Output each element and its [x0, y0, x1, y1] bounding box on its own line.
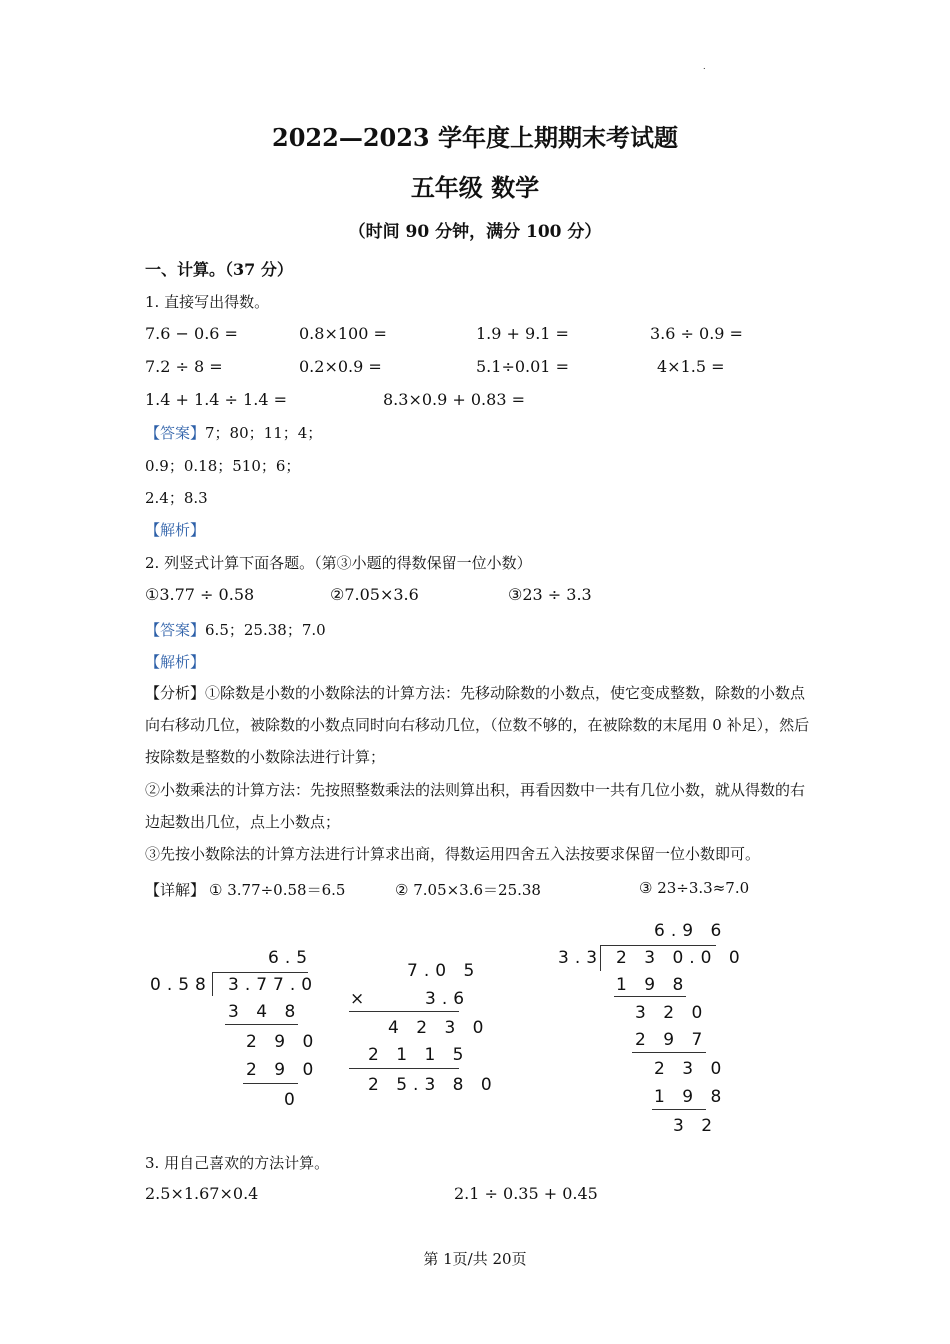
- q3-item: 2.1 ÷ 0.35 + 0.45: [454, 1184, 598, 1203]
- step-line: [652, 1109, 706, 1110]
- corner-dot: .: [703, 62, 706, 71]
- multiplier: 3.6: [425, 989, 471, 1009]
- q2-item: ①3.77 ÷ 0.58: [145, 585, 255, 604]
- q2-item: ②7.05×3.6: [330, 585, 419, 604]
- q1-expr: 7.6 − 0.6 =: [145, 324, 238, 343]
- q2-answer: [145, 619, 326, 640]
- partial-product: 2 1 1 5: [368, 1045, 470, 1065]
- q1-expr: 5.1÷0.01 =: [476, 357, 569, 376]
- answer-text: 7；80；11；4；: [205, 424, 323, 442]
- step: 3 2: [673, 1116, 719, 1136]
- step: 2 9 0: [246, 1032, 320, 1052]
- product-line: [349, 1011, 459, 1012]
- step: 3 4 8: [228, 1002, 302, 1022]
- partial-product: 4 2 3 0: [388, 1018, 490, 1038]
- quotient: 6.5: [268, 948, 314, 968]
- analysis-paragraph-1: 【分析】①除数是小数的小数除法的计算方法：先移动除数的小数点，使它变成整数，除数的小数点向右移动几位，被除数的小数点同时向右移动几位，（位数不够的，在被除数的末尾用 0 补足），然后按除数是整数的小数除法进行计算；: [145, 684, 810, 766]
- q1-answer: [145, 422, 322, 443]
- step: 0: [284, 1090, 301, 1110]
- step: 1 9 8: [616, 975, 690, 995]
- product-line: [349, 1068, 459, 1069]
- q2-item: ③23 ÷ 3.3: [508, 585, 592, 604]
- q1-expr: 8.3×0.9 + 0.83 =: [383, 390, 525, 409]
- q2-prompt: 2. 列竖式计算下面各题。（第③小题的得数保留一位小数）: [145, 554, 532, 572]
- step: 2 9 0: [246, 1060, 320, 1080]
- page-subtitle: 五年级 数学: [410, 173, 540, 202]
- page-title: 2022—2023 学年度上期期末考试题: [272, 123, 678, 152]
- multiplicand: 7.0 5: [407, 961, 481, 981]
- divisor: 0.58: [150, 975, 212, 995]
- answer-label: 【答案】: [145, 424, 206, 442]
- q1-prompt: 1. 直接写出得数。: [145, 293, 270, 311]
- dividend: 3.77.0: [228, 975, 319, 995]
- q1-expr: 7.2 ÷ 8 =: [145, 357, 223, 376]
- division-bracket: [212, 972, 213, 996]
- step-line: [614, 996, 686, 997]
- q1-expr: 0.8×100 =: [299, 324, 387, 343]
- q1-expr: 4×1.5 =: [657, 357, 725, 376]
- section-heading: 一、计算。（37 分）: [145, 260, 293, 279]
- step: 3 2 0: [635, 1003, 709, 1023]
- q1-expr: 0.2×0.9 =: [299, 357, 382, 376]
- q1-expr: 1.9 + 9.1 =: [476, 324, 569, 343]
- answer-text: 6.5；25.38；7.0: [205, 621, 326, 639]
- q1-analysis-label: 【解析】: [145, 521, 206, 539]
- divisor: 3.3: [558, 948, 604, 968]
- q1-expr: 1.4 + 1.4 ÷ 1.4 =: [145, 390, 287, 409]
- division-bar: [212, 972, 308, 973]
- q2-analysis-label: 【解析】: [145, 653, 206, 671]
- page-footer: 第 1页/共 20页: [423, 1250, 527, 1268]
- quotient: 6.9 6: [654, 921, 728, 941]
- step-line: [225, 1024, 298, 1025]
- analysis-paragraph-2: ②小数乘法的计算方法：先按照整数乘法的法则算出积，再看因数中一共有几位小数，就从得数的右边起数出几位，点上小数点；: [145, 781, 806, 831]
- times-sign: ×: [350, 989, 371, 1009]
- detail-item: ① 3.77÷0.58＝6.5: [209, 881, 346, 899]
- step: 1 9 8: [654, 1087, 728, 1107]
- step-line: [632, 1052, 706, 1053]
- q3-prompt: 3. 用自己喜欢的方法计算。: [145, 1154, 330, 1172]
- step: 2 3 0: [654, 1059, 728, 1079]
- q3-item: 2.5×1.67×0.4: [145, 1184, 259, 1203]
- answer-label: 【答案】: [145, 621, 206, 639]
- product: 2 5.3 8 0: [368, 1075, 498, 1095]
- time-note: （时间 90 分钟，满分 100 分）: [348, 222, 602, 242]
- analysis-paragraph-3: ③先按小数除法的计算方法进行计算求出商，得数运用四舍五入法按要求保留一位小数即可。: [145, 845, 761, 863]
- step-line: [243, 1083, 298, 1084]
- dividend: 2 3 0.0 0: [616, 948, 746, 968]
- detail-item: ② 7.05×3.6＝25.38: [395, 881, 541, 899]
- q1-expr: 3.6 ÷ 0.9 =: [650, 324, 743, 343]
- detail-label: 【详解】: [145, 881, 206, 899]
- division-bar: [600, 945, 716, 946]
- detail-item: ③ 23÷3.3≈7.0: [639, 879, 750, 897]
- q1-answer-line3: 2.4；8.3: [145, 489, 208, 507]
- step: 2 9 7: [635, 1030, 709, 1050]
- q1-answer-line2: 0.9；0.18；510；6；: [145, 457, 301, 475]
